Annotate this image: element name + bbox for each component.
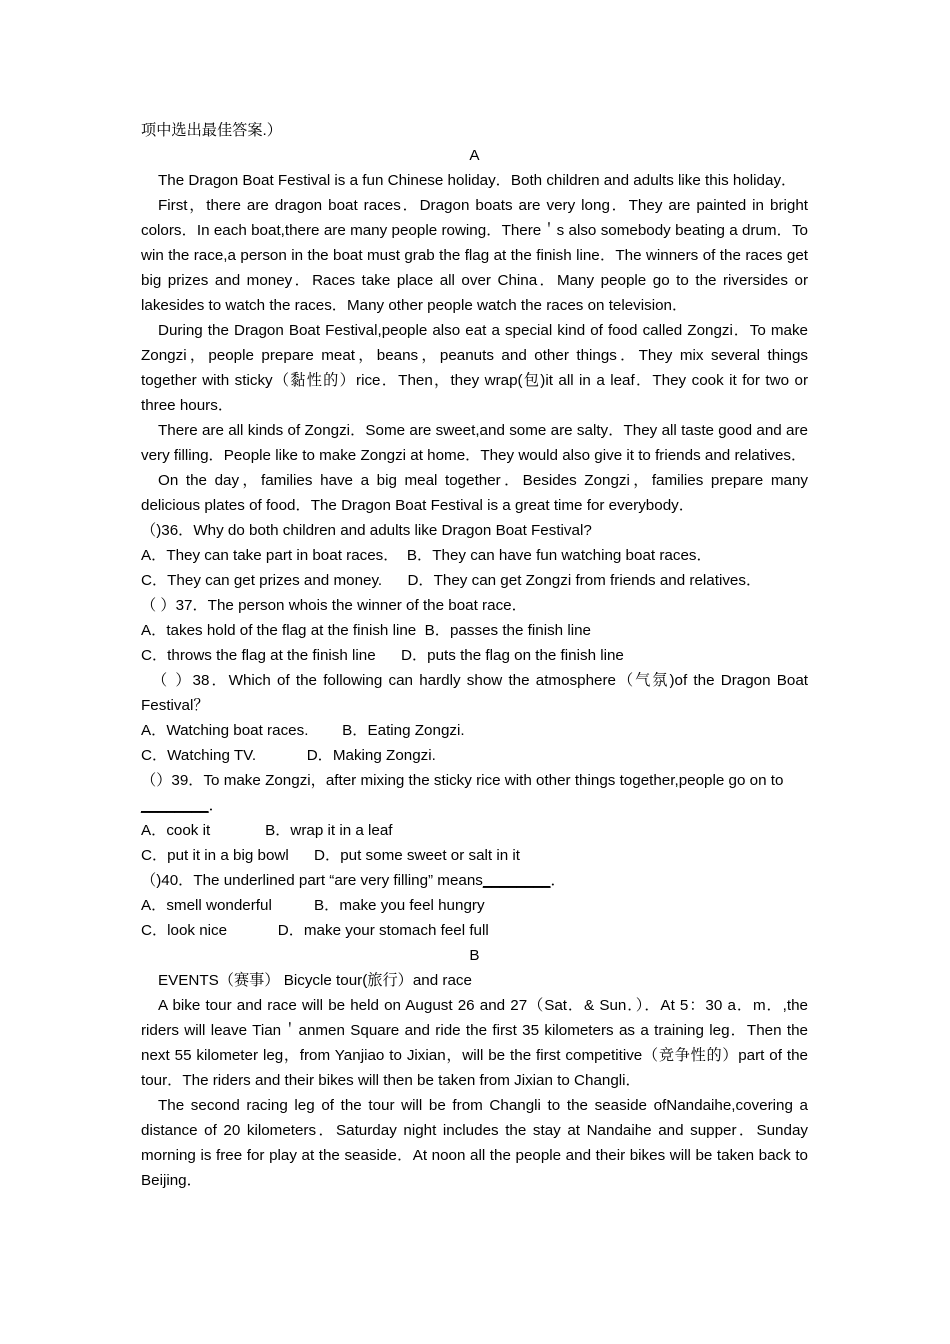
question-36-stem: （)36．Why do both children and adults like Dragon Boat Festival? — [141, 522, 592, 539]
document-body — [141, 118, 808, 1193]
question-40-stem-prefix: （)40．The underlined part — [141, 872, 330, 889]
question-40-options-line-2[interactable]: C．look nice D．make your stomach feel full — [141, 922, 489, 939]
question-40-answer-blank[interactable]: ________ — [482, 872, 551, 889]
question-38-options-line-2[interactable]: C．Watching TV. D．Making Zongzi. — [141, 747, 436, 764]
question-39-answer-blank[interactable] — [141, 793, 808, 818]
passage-a-paragraph-3: During the Dragon Boat Festival,people also eat a special kind of food called Zongzi．To make Zongzi，people prepare meat，beans，peanuts and other things．They mix several things together with sticky（黏性的）rice．Then，they wrap(包)it all in a leaf．They cook it for two or three hours． — [141, 322, 808, 414]
question-38-stem: （ ）38．Which of the following can hardly show the atmosphere（气氛)of the Dragon Boat Festival？ — [141, 672, 808, 714]
answer-blank-underscore: ________ — [141, 797, 209, 814]
question-37-stem: （ ）37．The person whois the winner of the boat race． — [141, 597, 527, 614]
question-40-stem — [141, 868, 808, 893]
question-40-stem-middle: means — [433, 872, 483, 889]
section-letter-a: A — [469, 147, 480, 164]
question-36-options-line-1[interactable]: A．They can take part in boat races． B．They can have fun watching boat races． — [141, 547, 712, 564]
passage-a-paragraph-5: On the day，families have a big meal together．Besides Zongzi，families prepare many delicious plates of food．The Dragon Boat Festival is a great time for everybody． — [141, 472, 808, 514]
section-letter-b: B — [469, 947, 480, 964]
passage-a-paragraph-4: There are all kinds of Zongzi．Some are sweet,and some are salty．They all taste good and are very filling．People like to make Zongzi at home．They would also give it to friends and relatives． — [141, 422, 808, 464]
question-39-options-line-2[interactable]: C．put it in a big bowl D．put some sweet or salt in it — [141, 847, 520, 864]
question-36-options-line-2[interactable]: C．They can get prizes and money. D．They can get Zongzi from friends and relatives． — [141, 572, 762, 589]
question-39-stem: （）39．To make Zongzi，after mixing the sticky rice with other things together,people go on to — [141, 772, 784, 789]
question-40-quoted-phrase: “are very filling” — [329, 872, 434, 889]
question-37-options-line-1[interactable]: A．takes hold of the flag at the finish line B．passes the finish line — [141, 622, 591, 639]
question-39-options-line-1[interactable]: A．cook it B．wrap it in a leaf — [141, 822, 393, 839]
carryover-instruction-text: 项中选出最佳答案.） — [141, 122, 282, 139]
passage-a-paragraph-2: First，there are dragon boat races．Dragon boats are very long．They are painted in bright colors．In each boat,there are many people rowing．There＇s also somebody beating a drum．To win the race,a person in the boat must grab the flag at the finish line．The winners of the races get big prizes and money．Races take place all over China．Many people go to the riversides or lakesides to watch the races．Many other people watch the races on television． — [141, 197, 808, 314]
passage-b-paragraph-1: A bike tour and race will be held on August 26 and 27（Sat．& Sun．）．At 5：30 a．m．,the riders will leave Tian＇anmen Square and ride the first 35 kilometers as a training leg．Then the next 55 kilometer leg，from Yanjiao to Jixian，will be the first competitive（竞争性的）part of the tour．The riders and their bikes will then be taken from Jixian to Changli． — [141, 997, 808, 1089]
question-40-options-line-1[interactable]: A．smell wonderful B．make you feel hungry — [141, 897, 485, 914]
question-38-options-line-1[interactable]: A．Watching boat races. B．Eating Zongzi. — [141, 722, 465, 739]
passage-b-paragraph-2: The second racing leg of the tour will be from Changli to the seaside ofNandaihe,covering a distance of 20 kilometers．Saturday night includes the stay at Nandaihe and supper．Sunday morning is free for play at the seaside．At noon all the people and their bikes will be taken back to Beijing． — [141, 1097, 808, 1189]
passage-b-heading: EVENTS（赛事） Bicycle tour(旅行）and race — [158, 972, 472, 989]
passage-a-paragraph-1: The Dragon Boat Festival is a fun Chinese holiday．Both children and adults like this holiday． — [158, 172, 797, 189]
question-40-blank-period: ． — [550, 872, 566, 889]
question-37-options-line-2[interactable]: C．throws the flag at the finish line D．puts the flag on the finish line — [141, 647, 624, 664]
question-39-blank-period: ． — [208, 797, 224, 814]
